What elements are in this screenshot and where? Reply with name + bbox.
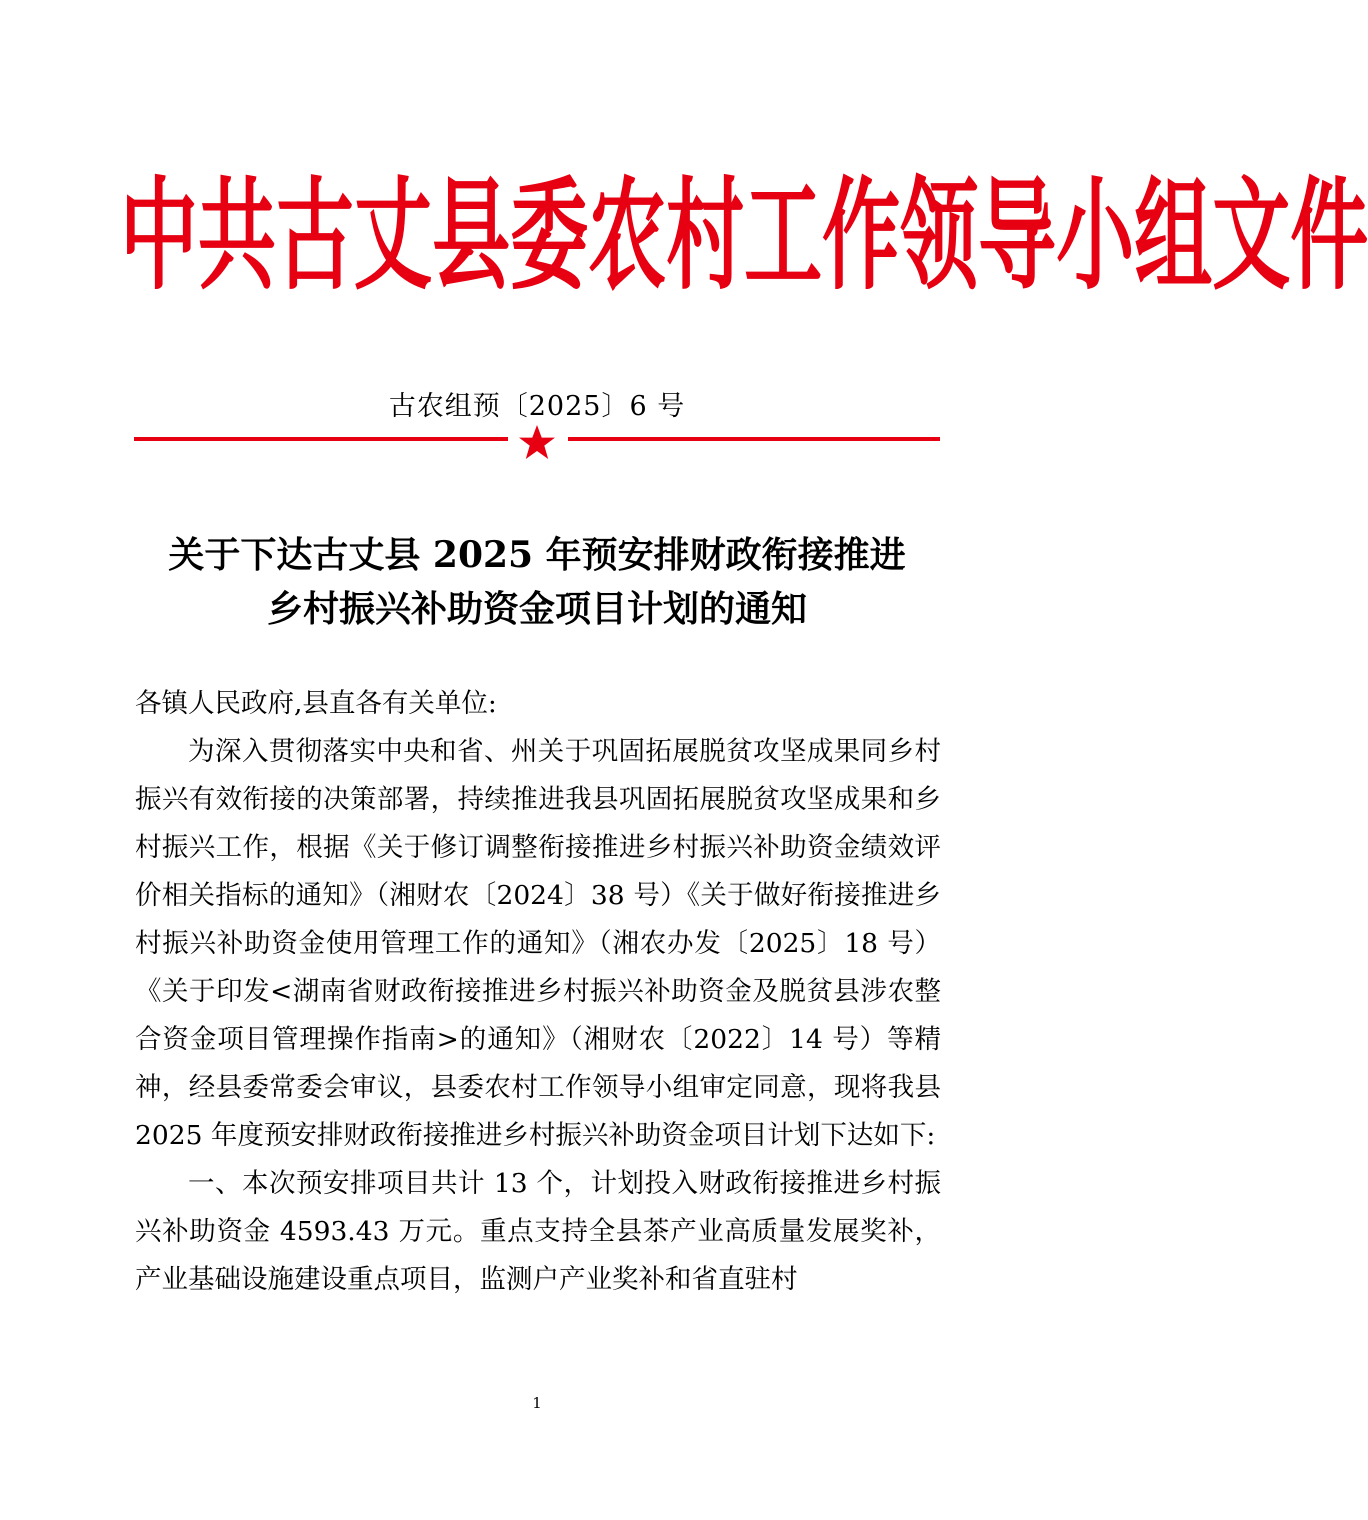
salutation: 各镇人民政府,县直各有关单位:	[135, 688, 497, 719]
masthead-char: 丈	[354, 167, 433, 307]
masthead-char: 委	[510, 167, 589, 307]
notice-title-line1: 关于下达古丈县 2025 年预安排财政衔接推进	[168, 534, 906, 576]
masthead-char: 村	[666, 167, 745, 307]
masthead-char: 文	[1212, 167, 1291, 307]
masthead-char: 作	[822, 167, 901, 307]
masthead-char: 领	[900, 167, 979, 307]
document-number: 古农组预〔2025〕6 号	[388, 391, 686, 422]
notice-title	[60, 528, 1014, 636]
masthead-title	[120, 167, 1368, 307]
masthead-char: 小	[1056, 167, 1135, 307]
masthead-char: 县	[432, 167, 511, 307]
masthead-char: 工	[744, 167, 823, 307]
masthead-char: 组	[1134, 167, 1213, 307]
body-paragraph-1: 为深入贯彻落实中央和省、州关于巩固拓展脱贫攻坚成果同乡村振兴有效衔接的决策部署，持续推进我县巩固拓展脱贫攻坚成果和乡村振兴工作，根据《关于修订调整衔接推进乡村振兴补助资金绩效评价相关指标的通知》（湘财农〔2024〕38 号）《关于做好衔接推进乡村振兴补助资金使用管理工作的通知》（湘农办发〔2025〕18 号）《关于印发<湖南省财政衔接推进乡村振兴补助资金及脱贫县涉农整合资金项目管理操作指南>的通知》（湘财农〔2022〕14 号）等精神，经县委常委会审议，县委农村工作领导小组审定同意，现将我县 2025 年度预安排财政衔接推进乡村振兴补助资金项目计划下达如下:	[135, 736, 941, 1151]
masthead-char: 共	[198, 167, 277, 307]
notice-title-line2: 乡村振兴补助资金项目计划的通知	[266, 588, 807, 630]
red-divider-right	[568, 437, 940, 441]
notice-body	[135, 680, 941, 1304]
star-icon	[517, 423, 557, 463]
masthead-char: 农	[588, 167, 667, 307]
red-divider-left	[134, 437, 508, 441]
masthead-char: 件	[1290, 167, 1368, 307]
page-number: 1	[532, 1394, 542, 1412]
masthead-char: 古	[276, 167, 355, 307]
masthead-char: 导	[978, 167, 1057, 307]
masthead-char: 中	[120, 167, 199, 307]
body-paragraph-2: 一、本次预安排项目共计 13 个，计划投入财政衔接推进乡村振兴补助资金 4593.43 万元。重点支持全县茶产业高质量发展奖补，产业基础设施建设重点项目，监测户产业奖补和省直驻村	[135, 1168, 941, 1295]
